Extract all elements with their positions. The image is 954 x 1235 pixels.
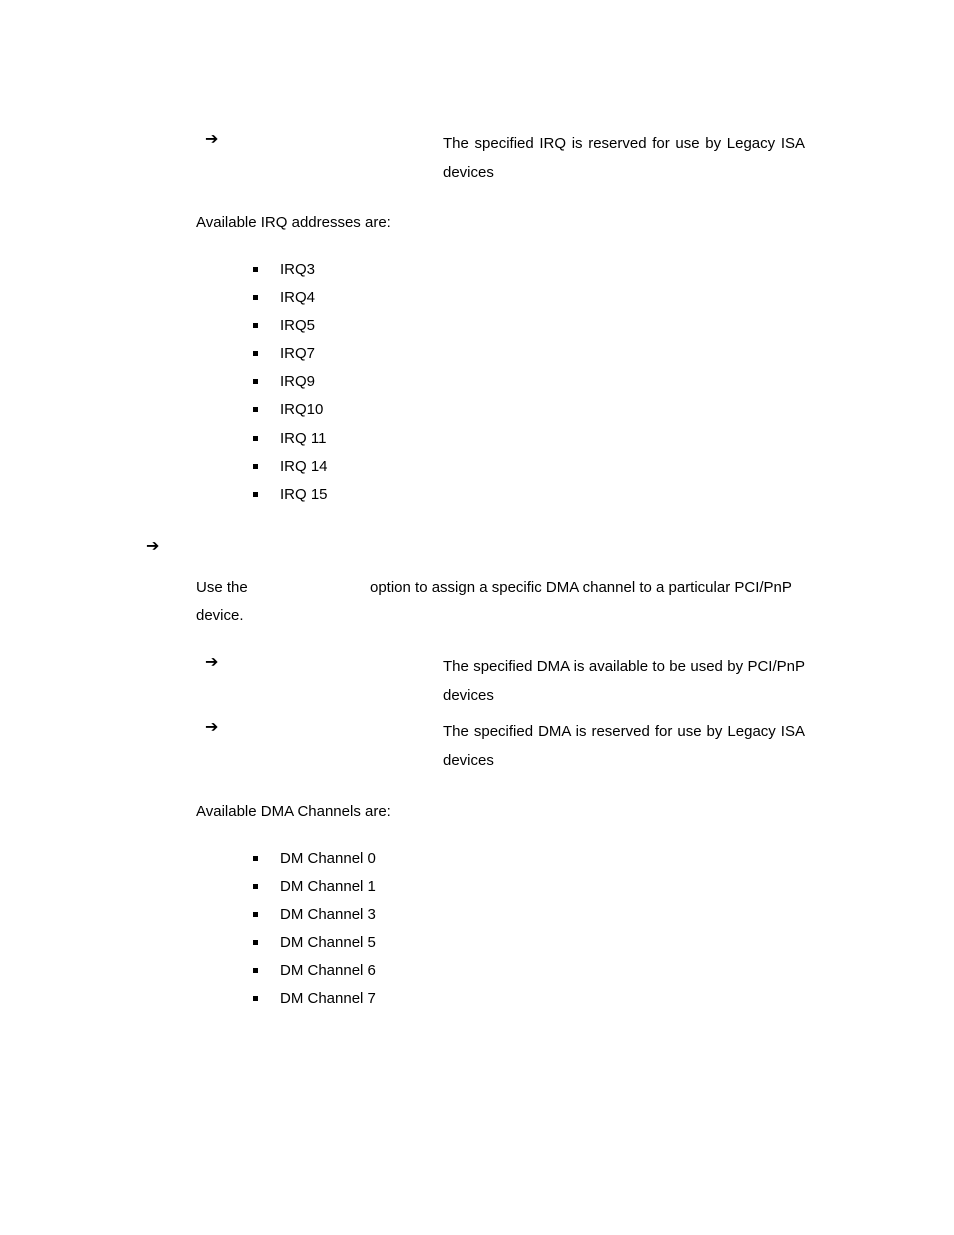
- list-item: DM Channel 1: [253, 878, 376, 906]
- list-item: IRQ 11: [253, 430, 328, 458]
- bullet-icon: [253, 940, 258, 945]
- bullet-icon: [253, 912, 258, 917]
- list-item: IRQ7: [253, 345, 328, 373]
- bullet-icon: [253, 267, 258, 272]
- section-arrow-icon: ➔: [146, 536, 160, 555]
- list-item: DM Channel 0: [253, 850, 376, 878]
- irq-list-intro: Available IRQ addresses are:: [196, 214, 391, 231]
- bullet-icon: [253, 492, 258, 497]
- list-item: IRQ 15: [253, 486, 328, 514]
- list-item: DM Channel 5: [253, 934, 376, 962]
- bullet-icon: [253, 464, 258, 469]
- bullet-icon: [253, 379, 258, 384]
- dma-legacy-description: The specified DMA is reserved for use by Legacy ISA devices: [443, 723, 805, 769]
- dma-paragraph-start: Use the: [196, 579, 248, 596]
- arrow-icon: ➔: [205, 652, 219, 671]
- bullet-icon: [253, 351, 258, 356]
- list-item: IRQ10: [253, 401, 328, 429]
- list-item: IRQ 14: [253, 458, 328, 486]
- arrow-icon: ➔: [205, 717, 219, 736]
- bullet-icon: [253, 856, 258, 861]
- dma-list-intro: Available DMA Channels are:: [196, 803, 391, 820]
- list-item: IRQ9: [253, 373, 328, 401]
- list-item: DM Channel 3: [253, 906, 376, 934]
- bullet-icon: [253, 295, 258, 300]
- bullet-icon: [253, 436, 258, 441]
- list-item: DM Channel 6: [253, 962, 376, 990]
- bullet-icon: [253, 968, 258, 973]
- irq-list: [253, 261, 328, 514]
- list-item: DM Channel 7: [253, 990, 376, 1018]
- list-item: IRQ4: [253, 289, 328, 317]
- arrow-icon: ➔: [205, 129, 219, 148]
- dma-paragraph-rest: option to assign a specific DMA channel to a particular PCI/PnP: [370, 579, 792, 596]
- list-item: IRQ3: [253, 261, 328, 289]
- dma-pci-description: The specified DMA is available to be used by PCI/PnP devices: [443, 658, 805, 704]
- dma-list: [253, 850, 376, 1019]
- bullet-icon: [253, 323, 258, 328]
- bullet-icon: [253, 996, 258, 1001]
- bullet-icon: [253, 407, 258, 412]
- list-item: IRQ5: [253, 317, 328, 345]
- bullet-icon: [253, 884, 258, 889]
- dma-paragraph-end: device.: [196, 607, 244, 624]
- irq-legacy-description: The specified IRQ is reserved for use by Legacy ISA devices: [443, 135, 805, 181]
